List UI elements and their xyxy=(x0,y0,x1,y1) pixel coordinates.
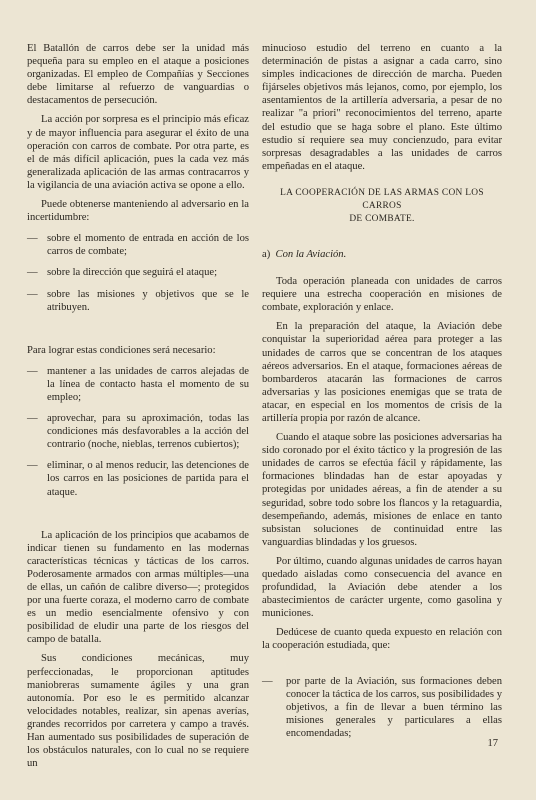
paragraph: minucioso estudio del terreno en cuanto a la determinación de pistas a asignar a cada carro, sino simples indicaciones de dirección de marcha. Pueden fijárseles objetivos más lejanos, como, por ejemplo, los asentamientos de la artillería adversaria, a pesar de no realizar "a priori" reconocimientos del terreno, aparte del estudio que se haga sobre el plano. Este último estudio sí requiere sea muy concienzudo, para evitar sorpresas desagradables a las unidades de carros empeñadas en el ataque. xyxy=(262,43,502,172)
dash-marker: — xyxy=(27,267,38,279)
dash-marker: — xyxy=(262,675,273,687)
paragraph: La aplicación de los principios que acabamos de indicar tienen su fundamento en las modernas características técnicas y tácticas de los carros. Poderosamente armados con armas múltiples—una de ellas, un cañón de calibre diverso—; protegidos por una fuerte coraza, el moderno carro de combate es un medio esencialmente ofensivo y con posibilidad de eludir una parte de los riesgos del campo de batalla. xyxy=(27,529,249,646)
section-title xyxy=(262,187,502,226)
list-item xyxy=(27,288,249,314)
left-column xyxy=(27,42,249,776)
bullet-list xyxy=(27,365,249,499)
dash-marker: — xyxy=(27,233,38,245)
paragraph: En la preparación del ataque, la Aviación debe conquistar la superioridad aérea para proteger a las unidades de carros que se concentran de los ataques aéreos adversarios. En el ataque, formaciones aéreas de bombarderos atacarán las formaciones de carros adversarias y las posiciones enemigas que se trata de atacar, en especial en los momentos de crisis de la artillería propia por razón de alcance. xyxy=(262,321,502,424)
subsection-heading xyxy=(262,248,502,261)
paragraph: La acción por sorpresa es el principio más eficaz y de mayor influencia para asegurar el éxito de una operación con carros de combate. Por otra parte, es el de más difícil aplicación, pues la cada vez más generalizada aplicación de las armas contracarros y la vigilancia de una aviación activa se opone a ello. xyxy=(27,114,249,191)
list-item xyxy=(27,412,249,451)
right-column xyxy=(262,42,502,740)
list-item-text: por parte de la Aviación, sus formaciones deben conocer la táctica de los carros, sus posibilidades y objetivos, a fin de llevar a buen término las misiones generales y particulares a ellas encomendadas; xyxy=(286,675,502,739)
dash-marker: — xyxy=(27,288,38,300)
paragraph: Para lograr estas condiciones será necesario: xyxy=(27,344,216,356)
subsection-letter: a) xyxy=(262,248,271,260)
list-item-text: sobre las misiones y objetivos que se le atribuyen. xyxy=(47,288,249,313)
subsection-title: Con la Aviación. xyxy=(275,248,347,260)
list-item-text: sobre el momento de entrada en acción de los carros de combate; xyxy=(47,233,249,258)
page-number: 17 xyxy=(487,738,498,749)
bullet-list xyxy=(262,675,502,740)
section-title-line: DE COMBATE. xyxy=(349,213,415,224)
dash-marker: — xyxy=(27,460,38,472)
paragraph: Puede obtenerse manteniendo al adversario en la incertidumbre: xyxy=(27,199,249,224)
list-item xyxy=(27,365,249,404)
dash-marker: — xyxy=(27,413,38,425)
list-item xyxy=(27,459,249,498)
list-item-text: aprovechar, para su aproximación, todas las condiciones más desfavorables a la acción del contrario (noche, nieblas, terrenos cubiertos); xyxy=(47,413,249,451)
paragraph: Por último, cuando algunas unidades de carros hayan quedado aisladas como consecuencia del avance en profundidad, la Aviación debe atender a los abastecimientos de carácter urgente, como gasolina y municiones. xyxy=(262,555,502,620)
dash-marker: — xyxy=(27,365,38,377)
list-item-text: sobre la dirección que seguirá el ataque; xyxy=(47,267,218,279)
list-item xyxy=(27,266,249,279)
paragraph: Dedúcese de cuanto queda expuesto en relación con la cooperación estudiada, que: xyxy=(262,627,502,652)
list-item-text: mantener a las unidades de carros alejadas de la línea de contacto hasta el momento de su empleo; xyxy=(47,365,249,403)
list-item-text: eliminar, o al menos reducir, las detenciones de los carros en las posiciones de partida para el ataque. xyxy=(47,460,249,498)
paragraph: Cuando el ataque sobre las posiciones adversarias ha sido coronado por el éxito táctico y la progresión de las unidades de carros se efectúa fácil y rápidamente, las formaciones blindadas han de estar apoyadas y protegidas por unidades aéreas, a fin de atender a su seguridad, sobre todo sobre los flancos y la retaguardia, desempeñando, además, misiones de enlace en tanto subsistan soluciones de continuidad entre las vanguardias blindadas y los gruesos. xyxy=(262,432,502,548)
paragraph: Toda operación planeada con unidades de carros requiere una estrecha cooperación en misiones de combate, exploración y enlace. xyxy=(262,276,502,314)
section-title-line: LA COOPERACIÓN DE LAS ARMAS CON LOS CARROS xyxy=(280,187,484,211)
bullet-list xyxy=(27,232,249,313)
list-item xyxy=(262,675,502,740)
paragraph: Sus condiciones mecánicas, muy perfeccionadas, le proporcionan aptitudes maniobreras sumamente ágiles y una gran autonomía. Por eso le es permitido alcanzar velocidades notables, realizar, sin apenas averías, grandes recorridos por carretera y campo a través. Han aumentado sus posibilidades de superación de los obstáculos naturales, con lo cual no se requiere un xyxy=(27,653,249,770)
list-item xyxy=(27,232,249,258)
paragraph: El Batallón de carros debe ser la unidad más pequeña para su empleo en el ataque a posiciones organizadas. El empleo de Compañías y Secciones debe limitarse al refuerzo de vanguardias o destacamentos de persecución. xyxy=(27,43,249,107)
